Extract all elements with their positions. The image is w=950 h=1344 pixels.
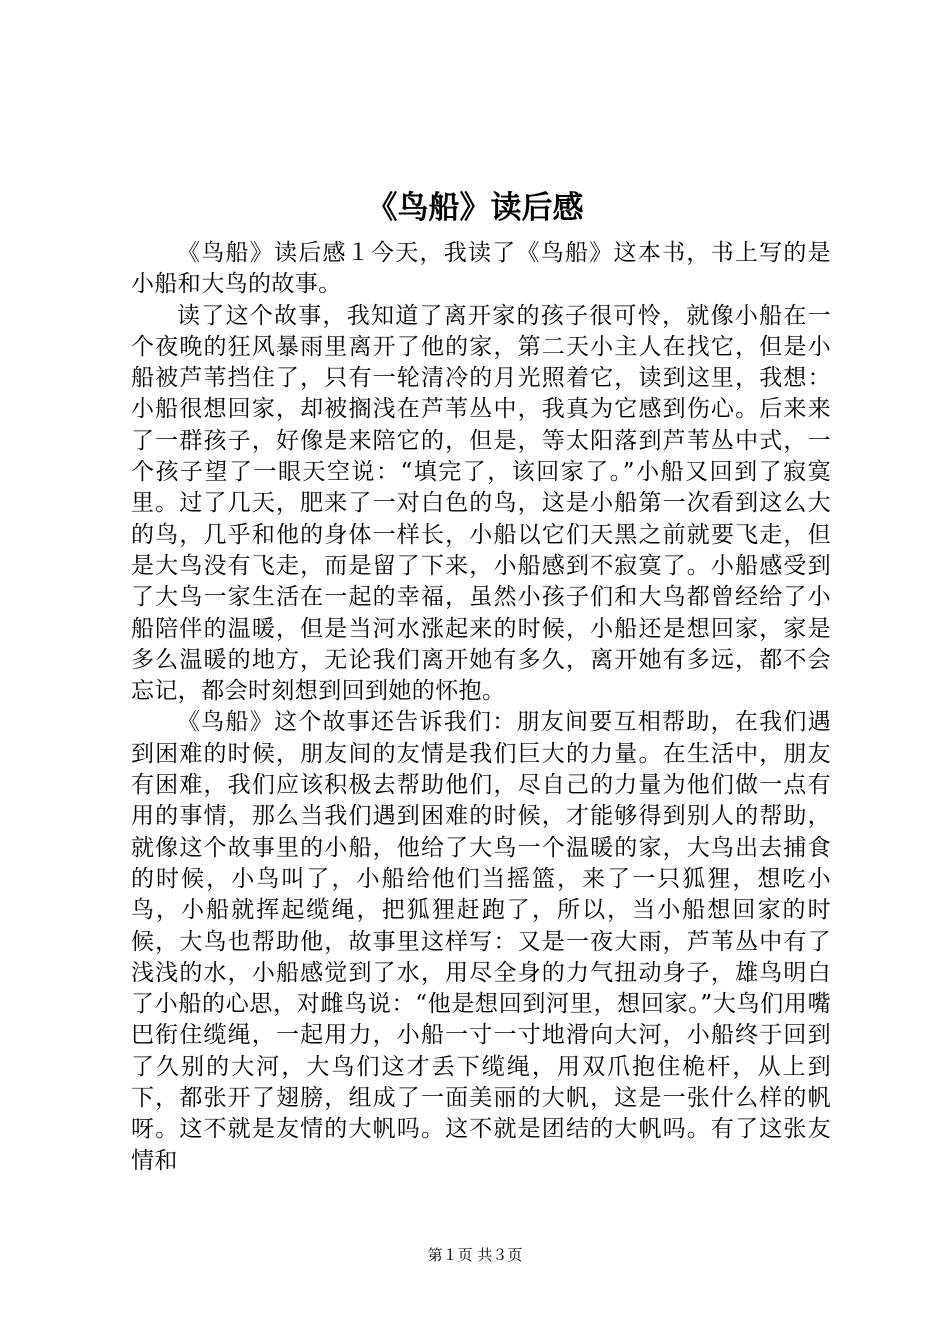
- paragraph-1: 《鸟船》读后感１今天，我读了《鸟船》这本书，书上写的是小船和大鸟的故事。: [131, 240, 831, 298]
- paragraph-2: 读了这个故事，我知道了离开家的孩子很可怜，就像小船在一个夜晚的狂风暴雨里离开了他的家，第二天小主人在找它，但是小船被芦苇挡住了，只有一轮清冷的月光照着它，读到这里，我想：小船很想回家，却被搁浅在芦苇丛中，我真为它感到伤心。后来来了一群孩子，好像是来陪它的，但是，等太阳落到芦苇丛中式，一个孩子望了一眼天空说：“填完了，该回家了。”小船又回到了寂寞里。过了几天，肥来了一对白色的鸟，这是小船第一次看到这么大的鸟，几乎和他的身体一样长，小船以它们天黑之前就要飞走，但是大鸟没有飞走，而是留了下来，小船感到不寂寞了。小船感受到了大鸟一家生活在一起的幸福，虽然小孩子们和大鸟都曾经给了小船陪伴的温暖，但是当河水涨起来的时候，小船还是想回家，家是多么温暖的地方，无论我们离开她有多久，离开她有多远，都不会忘记，都会时刻想到回到她的怀抱。: [131, 302, 831, 705]
- page-footer: 第１页 共３页: [427, 1246, 523, 1264]
- paragraph-3: 《鸟船》这个故事还告诉我们：朋友间要互相帮助，在我们遇到困难的时候，朋友间的友情是我们巨大的力量。在生活中，朋友有困难，我们应该积极去帮助他们，尽自己的力量为他们做一点有用的事情，那么当我们遇到困难的时候，才能够得到别人的帮助，就像这个故事里的小船，他给了大鸟一个温暖的家，大鸟出去捕食的时候，小鸟叫了，小船给他们当摇篮，来了一只狐狸，想吃小鸟，小船就挥起缆绳，把狐狸赶跑了，所以，当小船想回家的时候，大鸟也帮助他，故事里这样写：又是一夜大雨，芦苇丛中有了浅浅的水，小船感觉到了水，用尽全身的力气扭动身子，雄鸟明白了小船的心思，对雌鸟说：“他是想回到河里，想回家。”大鸟们用嘴巴衔住缆绳，一起用力，小船一寸一寸地滑向大河，小船终于回到了久别的大河，大鸟们这才丢下缆绳，用双爪抱住桅杆，从上到下，都张开了翅膀，组成了一面美丽的大帆，这是一张什么样的帆呀。这不就是友情的大帆吗。这不就是团结的大帆吗。有了这张友情和: [131, 709, 831, 1174]
- document-body: [131, 238, 831, 1177]
- document-title: 《鸟船》读后感: [366, 190, 584, 226]
